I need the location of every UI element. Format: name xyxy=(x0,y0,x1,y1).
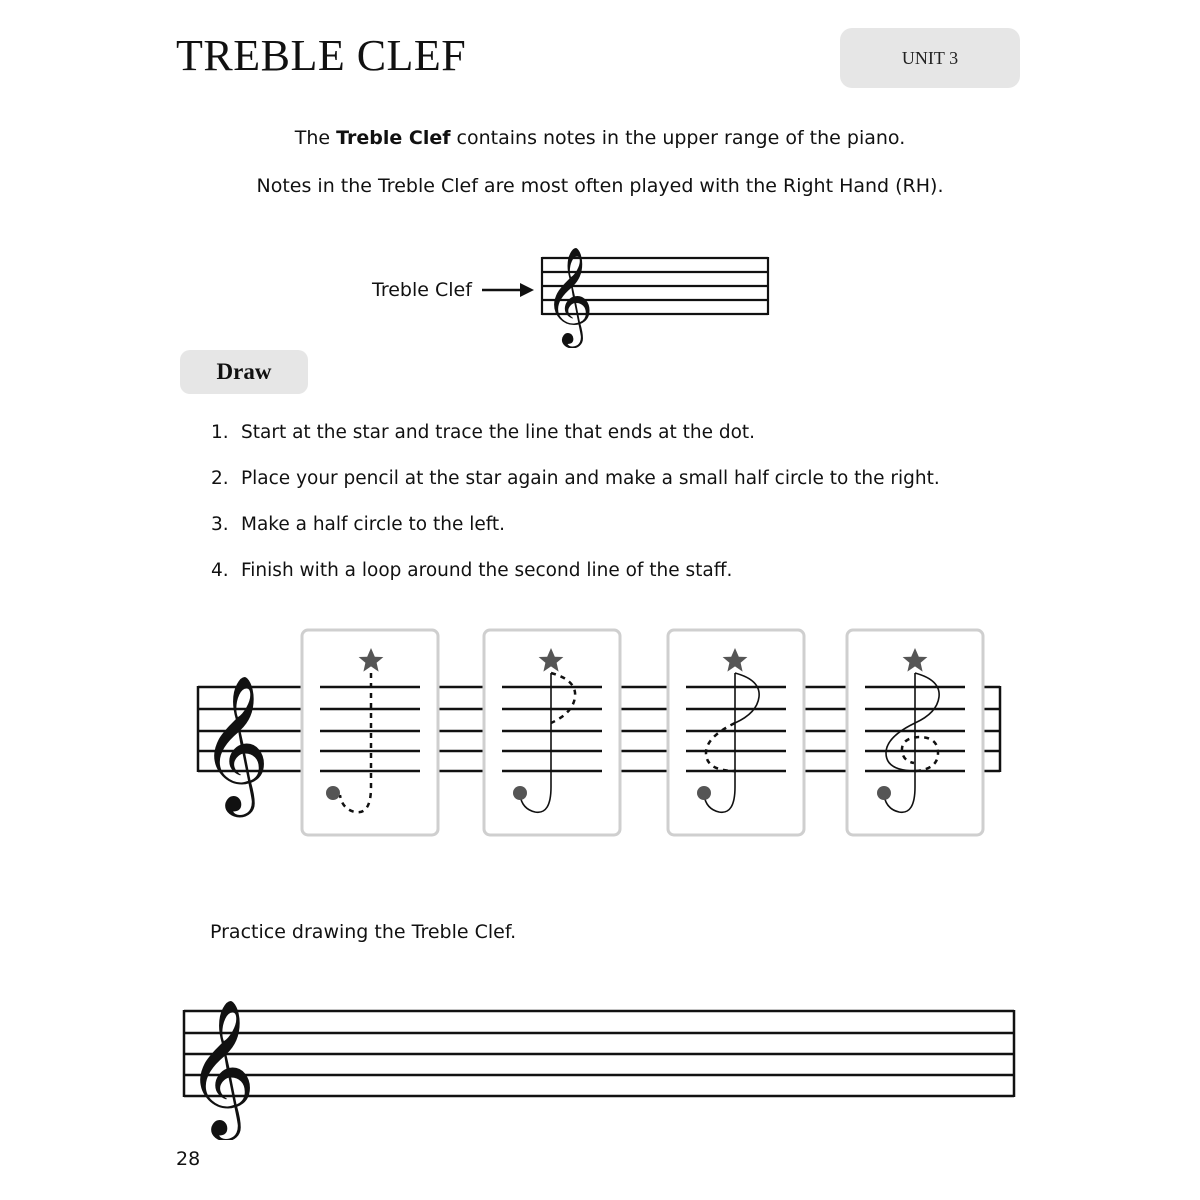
step-item xyxy=(211,560,940,606)
unit-badge: UNIT 3 xyxy=(840,28,1020,88)
step-panel-3 xyxy=(668,630,804,835)
draw-steps-list xyxy=(211,422,940,606)
treble-clef-icon: 𝄞 xyxy=(200,673,270,811)
step-panel-4 xyxy=(847,630,983,835)
step-panel-1 xyxy=(302,630,438,835)
step-item xyxy=(211,422,940,468)
treble-clef-icon: 𝄞 xyxy=(544,246,594,344)
dot-icon xyxy=(877,786,891,800)
step-number: 2. xyxy=(211,468,229,489)
step-number: 4. xyxy=(211,560,229,581)
step-panel-2 xyxy=(484,630,620,835)
step-number: 3. xyxy=(211,514,229,535)
step-text: Start at the star and trace the line that ends at the dot. xyxy=(241,422,756,443)
treble-clef-label: Treble Clef xyxy=(372,279,472,301)
dot-icon xyxy=(697,786,711,800)
practice-instruction: Practice drawing the Treble Clef. xyxy=(210,921,517,943)
step-number: 1. xyxy=(211,422,229,443)
step-item xyxy=(211,468,940,514)
intro-line-2: Notes in the Treble Clef are most often played with the Right Hand (RH). xyxy=(256,175,944,197)
practice-staff[interactable] xyxy=(180,975,1020,1140)
dot-icon xyxy=(326,786,340,800)
intro-text-before: The xyxy=(294,127,337,149)
treble-clef-icon: 𝄞 xyxy=(186,997,256,1135)
intro-bold-term: Treble Clef xyxy=(336,127,451,149)
page-title: TREBLE CLEF xyxy=(176,31,467,80)
step-item xyxy=(211,514,940,560)
demo-staff xyxy=(536,228,776,348)
draw-heading: Draw xyxy=(180,350,308,394)
intro-line-1 xyxy=(0,127,1200,149)
treble-clef-steps-diagram xyxy=(190,625,1010,845)
page-number: 28 xyxy=(176,1148,201,1170)
step-text: Make a half circle to the left. xyxy=(241,514,506,535)
dot-icon xyxy=(513,786,527,800)
step-text: Finish with a loop around the second line of the staff. xyxy=(241,560,733,581)
right-arrow-icon xyxy=(480,280,536,300)
intro-text-after: contains notes in the upper range of the piano. xyxy=(450,127,906,149)
step-text: Place your pencil at the star again and make a small half circle to the right. xyxy=(241,468,940,489)
